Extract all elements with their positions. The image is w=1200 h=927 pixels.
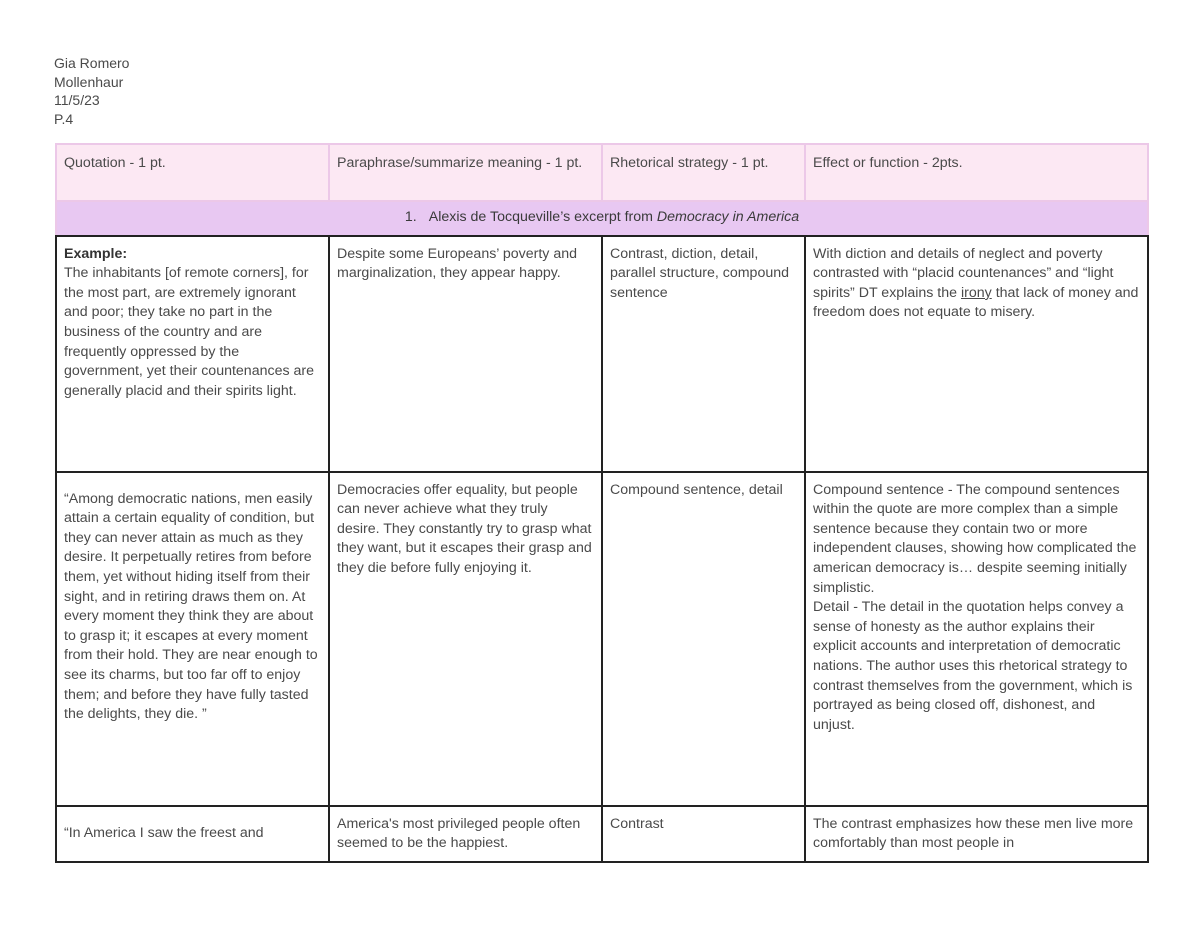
quotation-text: “Among democratic nations, men easily attain a certain equality of condition, but they can never attain as much as they desire. It perpetually retires from before them, yet without hiding itself from their sight, and in retiring draws them on. At every moment they think they are about to grasp it; it escapes at every moment from their hold. They are near enough to see its charms, but too far off to enjoy them; and before they have fully tasted the delights, they die. ”	[64, 490, 318, 723]
effect-text-end: that lack of money and freedom does not equate to misery.	[813, 284, 1139, 321]
quotation-cell	[56, 236, 329, 472]
effect-cell: The contrast emphasizes how these men live more comfortably than most people in	[805, 806, 1148, 862]
cell-spacer	[64, 815, 321, 824]
section-heading-row	[56, 201, 1148, 236]
quotation-cell	[56, 806, 329, 862]
paraphrase-cell: America's most privileged people often seemed to be the happiest.	[329, 806, 602, 862]
rhetorical-analysis-table	[55, 143, 1149, 863]
student-header	[54, 54, 129, 128]
section-title-work: Democracy in America	[656, 209, 800, 225]
cell-spacer	[64, 481, 321, 490]
section-number: 1.	[404, 209, 417, 225]
table-row	[56, 236, 1148, 472]
teacher-name: Mollenhaur	[54, 73, 124, 90]
table-row	[56, 472, 1148, 806]
strategy-cell: Contrast	[602, 806, 805, 862]
effect-cell	[805, 236, 1148, 472]
effect-underlined-word: irony	[960, 284, 992, 301]
effect-compound-sentence: Compound sentence - The compound sentences within the quote are more complex than a simple sentence because they contain two or more independent clauses, showing how complicated the american democracy is… despite seeming initially simplistic.	[813, 481, 1137, 596]
quotation-text: The inhabitants [of remote corners], for the most part, are extremely ignorant and poor; they take no part in the business of the country and are frequently oppressed by the government, yet their countenances are generally placid and their spirits light.	[64, 265, 315, 399]
column-header-strategy: Rhetorical strategy - 1 pt.	[602, 144, 805, 201]
effect-text: With diction and details of neglect and poverty contrasted with “placid countenances” and “light spirits” DT explains the	[813, 245, 1114, 301]
effect-cell	[805, 472, 1148, 806]
paraphrase-cell: Despite some Europeans’ poverty and marginalization, they appear happy.	[329, 236, 602, 472]
example-label: Example:	[64, 245, 128, 262]
assignment-date: 11/5/23	[54, 92, 100, 108]
section-title: Alexis de Tocqueville’s excerpt from	[428, 209, 657, 225]
quotation-text: “In America I saw the freest and	[64, 824, 264, 841]
class-period: P.4	[54, 110, 74, 127]
column-header-effect: Effect or function - 2pts.	[805, 144, 1148, 201]
strategy-cell: Compound sentence, detail	[602, 472, 805, 806]
table-header-row	[56, 144, 1148, 201]
paraphrase-cell: Democracies offer equality, but people can never achieve what they truly desire. They constantly try to grasp what they want, but it escapes their grasp and they die before fully enjoying it.	[329, 472, 602, 806]
effect-detail: Detail - The detail in the quotation helps convey a sense of honesty as the author explains their explicit accounts and interpretation of democratic nations. The author uses this rhetorical strategy to contrast themselves from the government, which is portrayed as being closed off, dishonest, and unjust.	[813, 599, 1133, 733]
table-row	[56, 806, 1148, 862]
section-heading	[56, 201, 1148, 236]
student-name: Gia Romero	[54, 55, 130, 71]
strategy-cell: Contrast, diction, detail, parallel structure, compound sentence	[602, 236, 805, 472]
column-header-quotation: Quotation - 1 pt.	[56, 144, 329, 201]
quotation-cell	[56, 472, 329, 806]
column-header-paraphrase: Paraphrase/summarize meaning - 1 pt.	[329, 144, 602, 201]
